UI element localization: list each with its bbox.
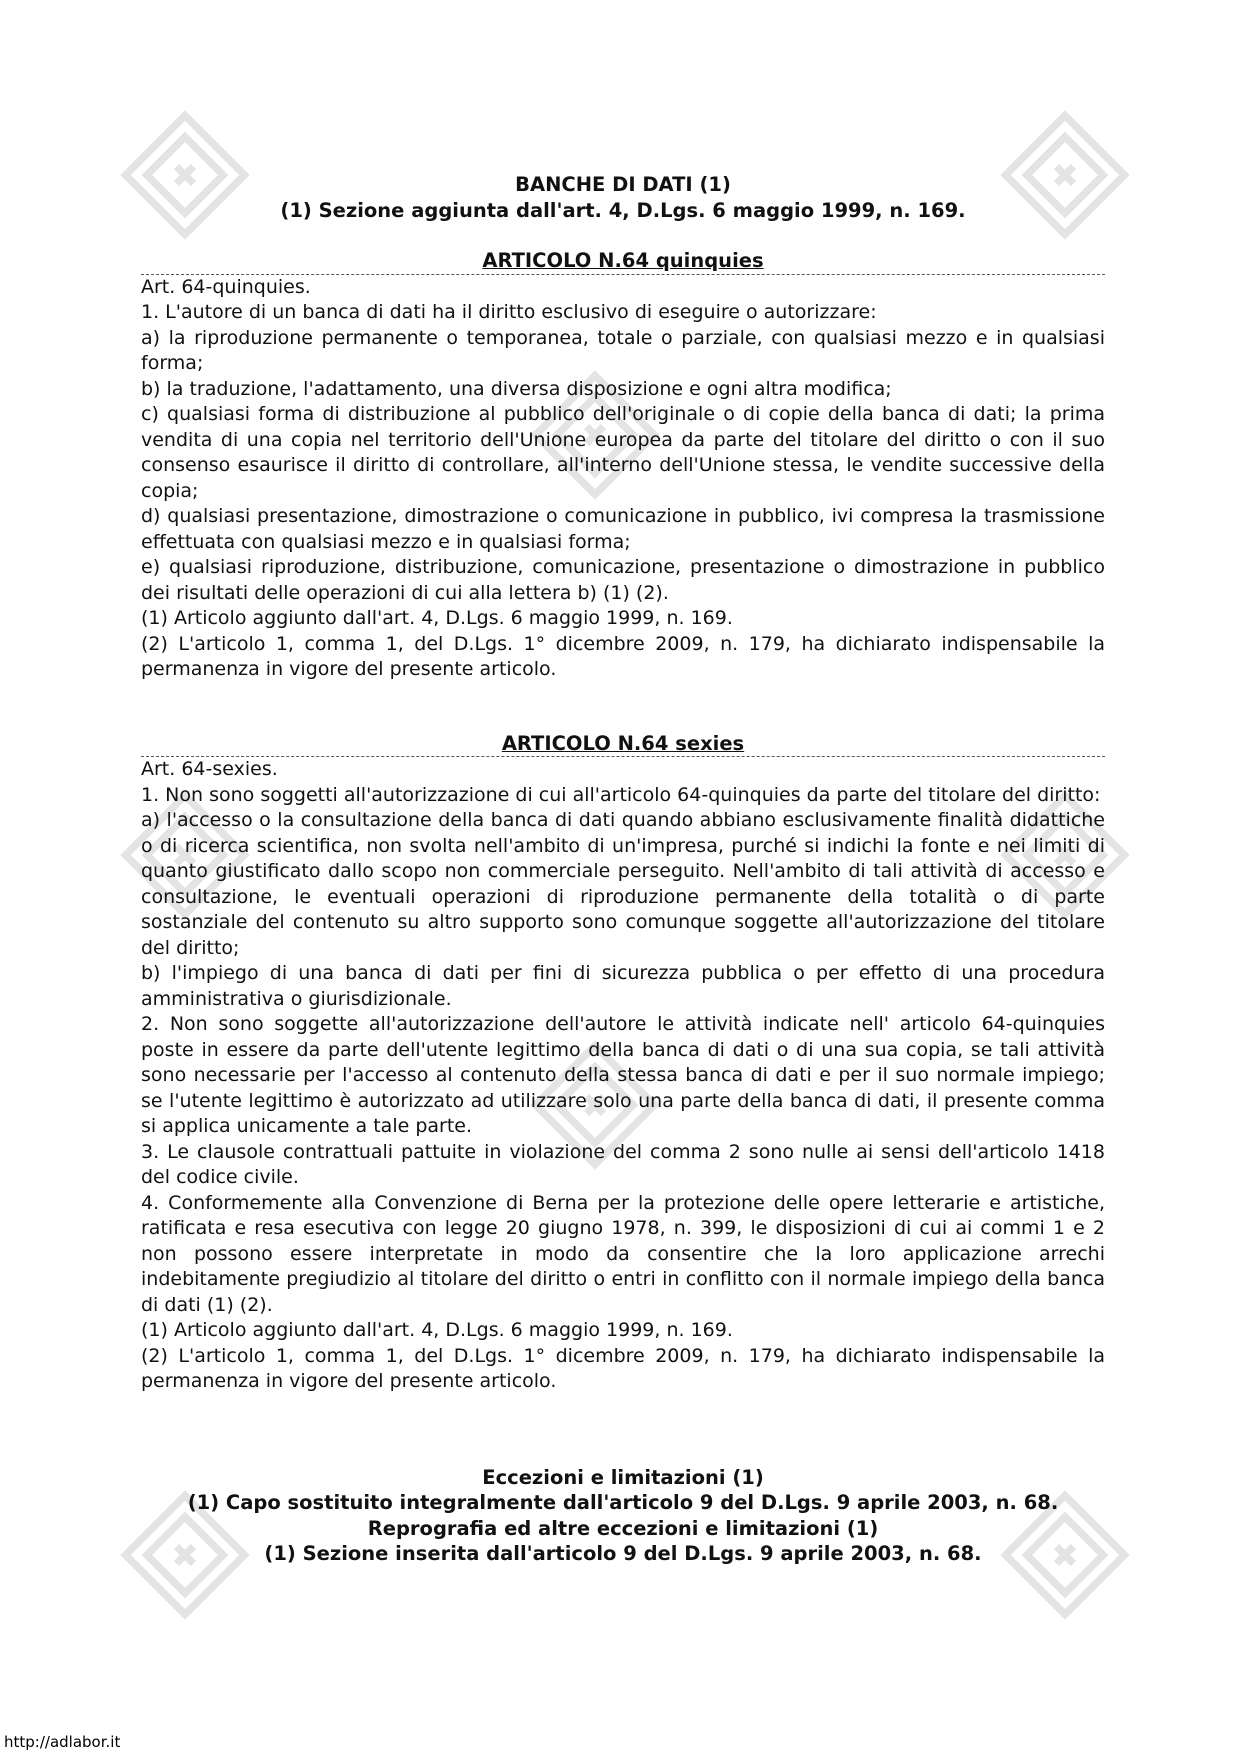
article-footnote: (1) Articolo aggiunto dall'art. 4, D.Lgs. 6 maggio 1999, n. 169. (141, 1319, 733, 1341)
chapter-heading-block (141, 1465, 1105, 1567)
article-paragraph: 1. L'autore di un banca di dati ha il diritto esclusivo di eseguire o autorizzare: (141, 301, 877, 323)
section-title: BANCHE DI DATI (1) (515, 173, 731, 196)
article-footnote: (2) L'articolo 1, comma 1, del D.Lgs. 1° dicembre 2009, n. 179, ha dichiarato indispensabile la permanenza in vigore del presente articolo. (141, 1344, 1105, 1392)
article-paragraph: 3. Le clausole contrattuali pattuite in violazione del comma 2 sono nulle ai sensi dell'articolo 1418 del codice civile. (141, 1140, 1105, 1188)
article-paragraph: 4. Conformemente alla Convenzione di Berna per la protezione delle opere letterarie e artistiche, ratificata e resa esecutiva con legge 20 giugno 1978, n. 399, le disposizioni di cui ai commi 1 e 2 non possono essere interpretate in modo da consentire che la loro applicazione arrechi indebitamente pregiudizio al titolare del diritto o entri in conflitto con il normale impiego della banca di dati (1) (2). (141, 1191, 1105, 1316)
article-paragraph: 2. Non sono soggette all'autorizzazione dell'autore le attività indicate nell' articolo 64-quinquies poste in essere da parte dell'utente legittimo della banca di dati o di una sua copia, se tali attività sono necessarie per l'accesso al contenuto della stessa banca di dati e per il suo normale impiego; se l'utente legittimo è autorizzato ad utilizzare solo una parte della banca di dati, il presente comma si applica unicamente a tale parte. (141, 1013, 1105, 1137)
article-paragraph: c) qualsiasi forma di distribuzione al pubblico dell'originale o di copie della banca di dati; la prima vendita di una copia nel territorio dell'Unione europea da parte del titolare del diritto o con il suo consenso esaurisce il diritto di controllare, all'interno dell'Unione stessa, le vendite successive della copia; (141, 403, 1105, 502)
article-heading: ARTICOLO N.64 sexies (141, 731, 1105, 758)
article-paragraph: e) qualsiasi riproduzione, distribuzione, comunicazione, presentazione o dimostrazione in pubblico dei risultati delle operazioni di cui alla lettera b) (1) (2). (141, 556, 1105, 604)
article-paragraph: b) l'impiego di una banca di dati per fini di sicurezza pubblica o per effetto di una procedura amministrativa o giurisdizionale. (141, 962, 1105, 1010)
section-subtitle: (1) Sezione aggiunta dall'art. 4, D.Lgs. 6 maggio 1999, n. 169. (280, 198, 966, 222)
subsection-note: (1) Sezione inserita dall'articolo 9 del D.Lgs. 9 aprile 2003, n. 68. (264, 1542, 982, 1565)
article-64-quinquies (141, 248, 1105, 683)
article-paragraph: Art. 64-sexies. (141, 758, 278, 780)
article-paragraph: 1. Non sono soggetti all'autorizzazione di cui all'articolo 64-quinquies da parte del titolare del diritto: (141, 783, 1101, 806)
article-paragraph: a) l'accesso o la consultazione della banca di dati quando abbiano esclusivamente finalità didattiche o di ricerca scientifica, non svolta nell'ambito di un'impresa, purché si indichi la fonte e nei limiti di quanto giustificato dallo scopo non commerciale perseguito. Nell'ambito di tali attività di accesso e consultazione, le eventuali operazioni di riproduzione permanente della totalità o di parte sostanziale del contenuto su altro supporto sono comunque soggette all'autorizzazione del titolare del diritto; (141, 809, 1105, 959)
article-paragraph: b) la traduzione, l'adattamento, una diversa disposizione e ogni altra modifica; (141, 377, 892, 400)
subsection-title: Reprografia ed altre eccezioni e limitazioni (1) (367, 1516, 879, 1540)
footer-url: http://adlabor.it (4, 1733, 121, 1751)
document-page (141, 172, 1105, 1567)
chapter-title: Eccezioni e limitazioni (1) (482, 1465, 764, 1489)
article-heading: ARTICOLO N.64 quinquies (141, 248, 1105, 275)
article-paragraph: d) qualsiasi presentazione, dimostrazione o comunicazione in pubblico, ivi compresa la trasmissione effettuata con qualsiasi mezzo e in qualsiasi forma; (141, 505, 1105, 553)
article-paragraph: a) la riproduzione permanente o temporanea, totale o parziale, con qualsiasi mezzo e in qualsiasi forma; (141, 326, 1105, 374)
article-footnote: (1) Articolo aggiunto dall'art. 4, D.Lgs. 6 maggio 1999, n. 169. (141, 607, 733, 629)
article-paragraph: Art. 64-quinquies. (141, 275, 311, 298)
article-64-sexies (141, 731, 1105, 1395)
article-footnote: (2) L'articolo 1, comma 1, del D.Lgs. 1° dicembre 2009, n. 179, ha dichiarato indispensabile la permanenza in vigore del presente articolo. (141, 632, 1105, 680)
chapter-note: (1) Capo sostituito integralmente dall'articolo 9 del D.Lgs. 9 aprile 2003, n. 68. (187, 1491, 1059, 1514)
